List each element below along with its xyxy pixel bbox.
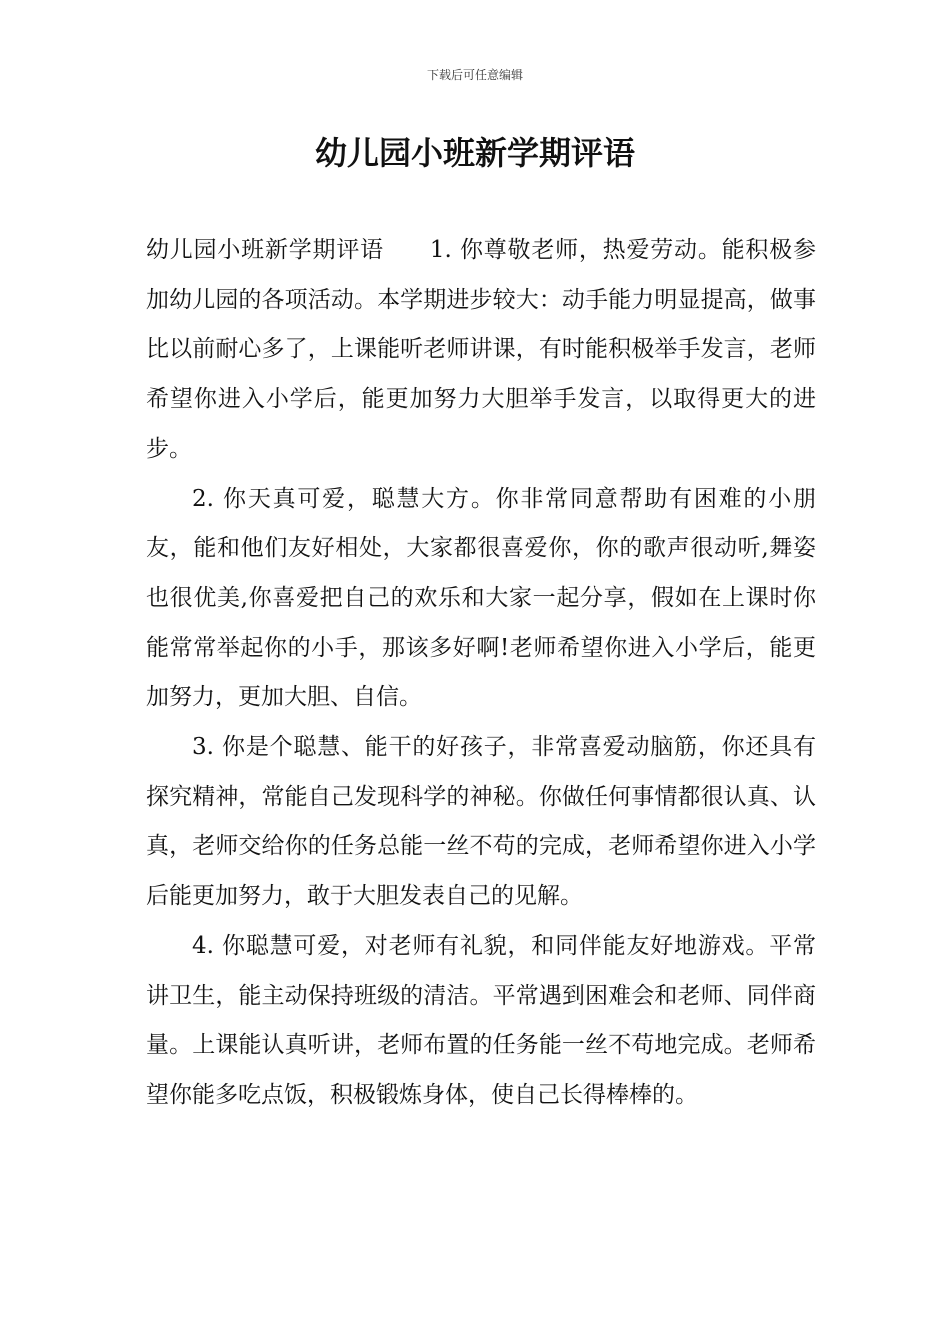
- intro-item-1: 1. 你尊敬老师，热爱劳动。能积极参加幼儿园的各项活动。本学期进步较大：动手能力明显提高，做事比以前耐心多了，上课能听老师讲课，有时能积极举手发言，老师希望你进入小学后，能更加努力大胆举手发言，以取得更大的进步。: [146, 237, 817, 462]
- paragraph-2: 2. 你天真可爱，聪慧大方。你非常同意帮助有困难的小朋友，能和他们友好相处，大家都很喜爱你，你的歌声很动听,舞姿也很优美,你喜爱把自己的欢乐和大家一起分享，假如在上课时你能常常举起你的小手，那该多好啊!老师希望你进入小学后，能更加努力，更加大胆、自信。: [146, 485, 816, 711]
- header-note: 下载后可任意编辑: [426, 68, 523, 82]
- intro-lead: 幼儿园小班新学期评语: [146, 237, 384, 263]
- document-body: [146, 226, 816, 1121]
- paragraph-4: 4. 你聪慧可爱，对老师有礼貌，和同伴能友好地游戏。平常讲卫生，能主动保持班级的清洁。平常遇到困难会和老师、同伴商量。上课能认真听讲，老师布置的任务能一丝不苟地完成。老师希望你能多吃点饭，积极锻炼身体，使自己长得棒棒的。: [146, 932, 816, 1108]
- paragraph-1: [146, 226, 816, 475]
- document-title: 幼儿园小班新学期评语: [314, 134, 635, 172]
- paragraph-3: 3. 你是个聪慧、能干的好孩子，非常喜爱动脑筋，你还具有探究精神，常能自己发现科学的神秘。你做任何事情都很认真、认真，老师交给你的任务总能一丝不苟的完成，老师希望你进入小学后能更加努力，敢于大胆发表自己的见解。: [146, 734, 816, 910]
